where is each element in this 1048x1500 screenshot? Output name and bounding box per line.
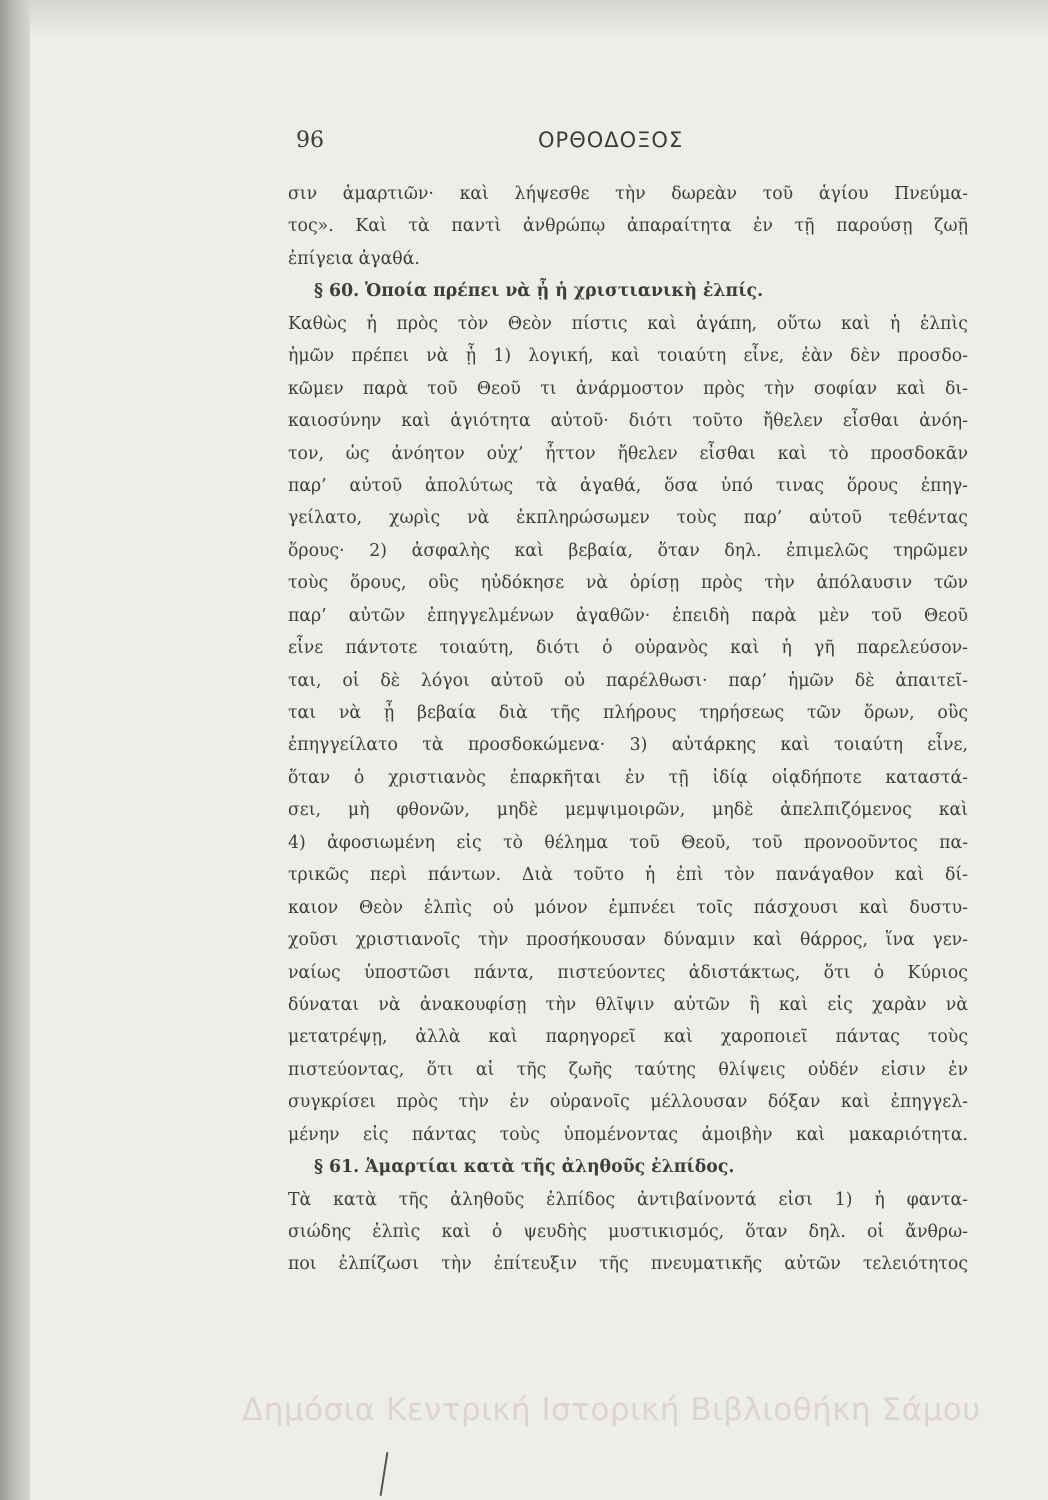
text-line: παρ’ αὐτοῦ ἀπολύτως τὰ ἀγαθά, ὅσα ὑπό τινας ὅρους ἐπηγ- xyxy=(288,475,968,496)
text-line: σιώδης ἐλπὶς καὶ ὁ ψευδὴς μυστικισμός, ὅταν δηλ. οἱ ἄνθρω- xyxy=(288,1222,968,1242)
text-line: ὅρους· 2) ἀσφαλὴς καὶ βεβαία, ὅταν δηλ. ἐπιμελῶς τηρῶμεν xyxy=(288,540,968,561)
text-line: πιστεύοντας, ὅτι αἱ τῆς ζωῆς ταύτης θλίψεις οὐδέν εἰσιν ἐν xyxy=(288,1059,968,1080)
text-line: Καθὼς ἡ πρὸς τὸν Θεὸν πίστις καὶ ἀγάπη, οὕτω καὶ ἡ ἐλπὶς xyxy=(288,313,968,334)
text-line: εἶνε πάντοτε τοιαύτη, διότι ὁ οὐρανὸς καὶ ἡ γῆ παρελεύσον- xyxy=(288,638,968,659)
text-line: ἡμῶν πρέπει νὰ ᾖ 1) λογική, καὶ τοιαύτη εἶνε, ἐὰν δὲν προσδο- xyxy=(288,346,968,367)
section-heading-61: § 61. Ἁμαρτίαι κατὰ τῆς ἀληθοῦς ἐλπίδος. xyxy=(314,1157,735,1178)
text-line: μένην εἰς πάντας τοὺς ὑπομένοντας ἀμοιβὴν καὶ μακαριότητα. xyxy=(288,1124,968,1145)
text-line: χοῦσι χριστιανοῖς τὴν προσήκουσαν δύναμιν καὶ θάρρος, ἵνα γεν- xyxy=(288,930,968,951)
top-edge-shadow xyxy=(30,0,1048,40)
text-line: συγκρίσει πρὸς τὴν ἐν οὐρανοῖς μέλλουσαν δόξαν καὶ ἐπηγγελ- xyxy=(288,1092,968,1113)
text-line: τρικῶς περὶ πάντων. Διὰ τοῦτο ἡ ἐπὶ τὸν πανάγαθον καὶ δί- xyxy=(288,865,968,886)
text-line: ἐπίγεια ἀγαθά. xyxy=(288,248,420,269)
text-line: δύναται νὰ ἀνακουφίσῃ τὴν θλῖψιν αὐτῶν ἢ καὶ εἰς χαρὰν νὰ xyxy=(288,994,968,1015)
text-line: τοὺς ὅρους, οὓς ηὐδόκησε νὰ ὁρίσῃ πρὸς τὴν ἀπόλαυσιν τῶν xyxy=(288,573,968,594)
text-line: Τὰ κατὰ τῆς ἀληθοῦς ἐλπίδος ἀντιβαίνοντά εἰσι 1) ἡ φαντα- xyxy=(288,1189,968,1210)
text-line: ται νὰ ᾖ βεβαία διὰ τῆς πλήρους τηρήσεως τῶν ὅρων, οὓς xyxy=(288,703,968,723)
text-line: ἐπηγγείλατο τὰ προσδοκώμενα· 3) αὐτάρκης καὶ τοιαύτη εἶνε, xyxy=(288,735,968,756)
text-line: ται, οἱ δὲ λόγοι αὐτοῦ οὐ παρέλθωσι· παρ’ ἡμῶν δὲ ἀπαιτεῖ- xyxy=(288,670,968,691)
text-line: 4) ἀφοσιωμένη εἰς τὸ θέλημα τοῦ Θεοῦ, τοῦ προνοοῦντος πα- xyxy=(288,832,968,853)
page-number: 96 xyxy=(296,128,324,153)
text-line: γείλατο, χωρὶς νὰ ἐκπληρώσωμεν τοὺς παρ’ αὐτοῦ τεθέντας xyxy=(288,508,968,529)
library-watermark: Δημόσια Κεντρική Ιστορική Βιβλιοθήκη Σάμου xyxy=(242,1392,981,1428)
text-line: παρ’ αὐτῶν ἐπηγγελμένων ἀγαθῶν· ἐπειδὴ παρὰ μὲν τοῦ Θεοῦ xyxy=(288,605,968,626)
text-line: σιν ἁμαρτιῶν· καὶ λήψεσθε τὴν δωρεὰν τοῦ ἁγίου Πνεύμα- xyxy=(288,184,968,204)
text-line: μετατρέψῃ, ἀλλὰ καὶ παρηγορεῖ καὶ χαροποιεῖ πάντας τοὺς xyxy=(288,1027,968,1048)
text-line: κῶμεν παρὰ τοῦ Θεοῦ τι ἀνάρμοστον πρὸς τὴν σοφίαν καὶ δι- xyxy=(288,378,968,399)
text-line: τος». Καὶ τὰ παντὶ ἀνθρώπῳ ἀπαραίτητα ἐν τῇ παρούσῃ ζωῇ xyxy=(288,216,968,237)
text-line: τον, ὡς ἀνόητον οὐχ’ ἧττον ἤθελεν εἶσθαι καὶ τὸ προσδοκᾶν xyxy=(288,443,968,464)
body-text xyxy=(288,178,968,1281)
text-line: σει, μὴ φθονῶν, μηδὲ μεμψιμοιρῶν, μηδὲ ἀπελπιζόμενος καὶ xyxy=(288,800,968,821)
text-line: ναίως ὑποστῶσι πάντα, πιστεύοντες ἀδιστάκτως, ὅτι ὁ Κύριος xyxy=(288,962,968,983)
text-line: καιοσύνην καὶ ἁγιότητα αὐτοῦ· διότι τοῦτο ἤθελεν εἶσθαι ἀνόη- xyxy=(288,411,968,432)
text-line: ποι ἐλπίζωσι τὴν ἐπίτευξιν τῆς πνευματικῆς αὐτῶν τελειότητος xyxy=(288,1254,968,1275)
binding-shadow xyxy=(0,0,30,1500)
text-line: καιον Θεὸν ἐλπὶς οὐ μόνον ἐμπνέει τοῖς πάσχουσι καὶ δυστυ- xyxy=(288,897,968,918)
text-line: ὅταν ὁ χριστιανὸς ἐπαρκῆται ἐν τῇ ἰδίᾳ οἱᾳδήποτε καταστά- xyxy=(288,767,968,788)
running-title: ΟΡΘΟΔΟΞΟΣ xyxy=(538,128,684,152)
section-heading-60: § 60. Ὁποία πρέπει νὰ ᾖ ἡ χριστιανικὴ ἐλπίς. xyxy=(314,281,764,302)
